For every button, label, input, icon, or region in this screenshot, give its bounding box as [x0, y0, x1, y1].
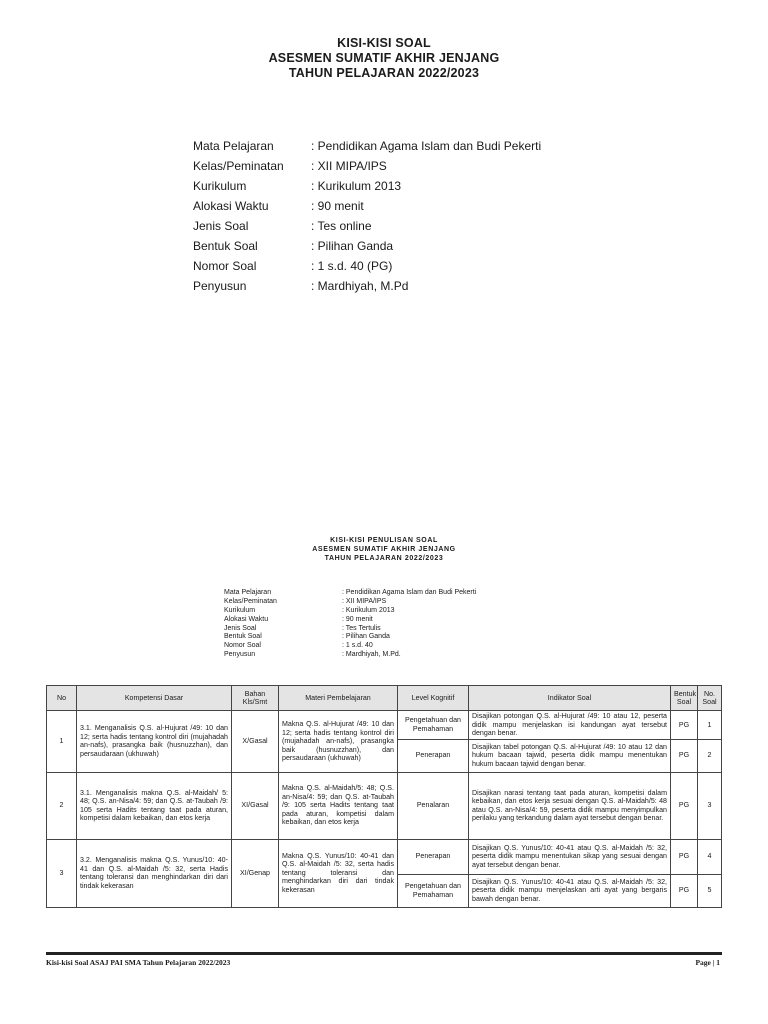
cell-indikator: Disajikan Q.S. Yunus/10: 40-41 atau Q.S. al-Maidah /5: 32, peserta didik mampu menjelaskan arti ayat yang bergaris bawah dengan benar.: [469, 874, 671, 907]
meta-label: Jenis Soal: [193, 219, 249, 233]
cell-no: 2: [47, 772, 77, 839]
cell-bentuk: PG: [671, 739, 698, 772]
meta-row: [193, 176, 541, 196]
meta-row: [224, 615, 476, 624]
cell-no-soal: 3: [698, 772, 722, 839]
cell-indikator: Disajikan narasi tentang taat pada aturan, kompetisi dalam kebaikan, dan etos kerja sesuai dengan Q.S. al-Maidah/5: 48 atau Q.S. an-Nisa/4: 59, peserta didik mampu menyimpulkan perilaku yang terkandung dalam ayat tersebut dengan benar.: [469, 772, 671, 839]
cell-level: Pengetahuan dan Pemahaman: [398, 711, 469, 740]
section-title-line-2: ASESMEN SUMATIF AKHIR JENJANG: [312, 546, 456, 553]
meta-label: Penyusun: [224, 651, 256, 659]
meta-row: [224, 632, 476, 641]
cell-bentuk: PG: [671, 711, 698, 740]
title-line-1: KISI-KISI SOAL: [337, 36, 431, 50]
table-row: [47, 772, 722, 839]
cell-bahan: XI/Genap: [232, 839, 279, 907]
header-no-soal: No. Soal: [698, 686, 722, 711]
table-header-row: [47, 686, 722, 711]
cell-indikator: Disajikan tabel potongan Q.S. al-Hujurat /49: 10 atau 12 dan hukum bacaan tajwid, peserta didik mampu menentukan hukum bacaan tajwid dengan benar.: [469, 739, 671, 772]
cell-level: Penerapan: [398, 739, 469, 772]
meta-value: : Tes online: [311, 219, 372, 233]
meta-row: [193, 236, 541, 256]
table-row: [47, 839, 722, 874]
cell-level: Penerapan: [398, 839, 469, 874]
meta-value: : 90 menit: [311, 199, 364, 213]
meta-label: Kurikulum: [224, 606, 256, 614]
table-row: [47, 711, 722, 740]
cell-no: 3: [47, 839, 77, 907]
meta-label: Alokasi Waktu: [224, 615, 269, 623]
meta-row: [224, 650, 476, 659]
cell-kompetensi-dasar: 3.2. Menganalisis makna Q.S. Yunus/10: 40-41 dan Q.S. al-Maidah /5: 32, serta Hadis tentang toleransi dan menghindarkan diri dari tindak kekerasan: [77, 839, 232, 907]
header-indikator: Indikator Soal: [469, 686, 671, 711]
meta-row: [224, 624, 476, 633]
meta-value: : Kurikulum 2013: [311, 179, 402, 193]
document-title: [0, 36, 768, 81]
cell-indikator: Disajikan Q.S. Yunus/10: 40-41 atau Q.S. al-Maidah /5: 32, peserta didik mampu menentukan sikap yang sesuai dengan ayat tersebut dengan benar.: [469, 839, 671, 874]
footer-divider: [46, 952, 722, 955]
meta-row: [193, 196, 541, 216]
title-line-2: ASESMEN SUMATIF AKHIR JENJANG: [268, 51, 500, 65]
meta-row: [193, 136, 541, 156]
footer-document-name: Kisi-kisi Soal ASAJ PAI SMA Tahun Pelajaran 2022/2023: [46, 958, 231, 967]
cell-level: Penalaran: [398, 772, 469, 839]
meta-label: Nomor Soal: [193, 259, 257, 273]
meta-row: [193, 276, 541, 296]
header-bahan: Bahan Kls/Smt: [232, 686, 279, 711]
cell-no: 1: [47, 711, 77, 773]
meta-row: [224, 641, 476, 650]
meta-row: [193, 216, 541, 236]
cell-indikator: Disajikan potongan Q.S. al-Hujurat /49: 10 atau 12, peserta didik mampu menjelaskan isi kandungan ayat tersebut dengan benar.: [469, 711, 671, 740]
cell-level: Pengetahuan dan Pemahaman: [398, 874, 469, 907]
meta-row: [193, 256, 541, 276]
identity-block: [193, 136, 541, 296]
meta-row: [224, 588, 476, 597]
title-line-3: TAHUN PELAJARAN 2022/2023: [288, 66, 480, 80]
meta-label: Kurikulum: [193, 179, 247, 193]
section-title: [0, 536, 768, 563]
cell-materi: Makna Q.S. Yunus/10: 40-41 dan Q.S. al-Maidah /5: 32, serta hadis tentang toleransi dan menghindarkan diri dari tindak kekerasan: [279, 839, 398, 907]
meta-value: : Kurikulum 2013: [342, 606, 395, 614]
identity-block-small: [224, 588, 476, 659]
cell-bentuk: PG: [671, 772, 698, 839]
section-title-line-3: TAHUN PELAJARAN 2022/2023: [324, 555, 444, 562]
cell-bentuk: PG: [671, 839, 698, 874]
section-title-line-1: KISI-KISI PENULISAN SOAL: [330, 537, 438, 544]
header-kompetensi-dasar: Kompetensi Dasar: [77, 686, 232, 711]
cell-bahan: XI/Gasal: [232, 772, 279, 839]
meta-label: Bentuk Soal: [193, 239, 258, 253]
cell-bahan: X/Gasal: [232, 711, 279, 773]
meta-value: : Pilihan Ganda: [342, 633, 390, 641]
meta-label: Kelas/Peminatan: [224, 597, 277, 605]
meta-label: Jenis Soal: [224, 624, 257, 632]
meta-value: : Pilihan Ganda: [311, 239, 394, 253]
cell-no-soal: 5: [698, 874, 722, 907]
meta-row: [193, 156, 541, 176]
meta-label: Mata Pelajaran: [193, 139, 274, 153]
meta-label: Penyusun: [193, 279, 247, 293]
cell-kompetensi-dasar: 3.1. Menganalisis Q.S. al-Hujurat /49: 10 dan 12; serta hadis tentang kontrol diri (mujahadah an-nafs), prasangka baik (husnuzzhan), dan persaudaraan (ukhuwah): [77, 711, 232, 773]
header-no: No: [47, 686, 77, 711]
meta-label: Kelas/Peminatan: [193, 159, 284, 173]
header-level: Level Kognitif: [398, 686, 469, 711]
cell-materi: Makna Q.S. al-Hujurat /49: 10 dan 12; serta hadis tentang kontrol diri (mujahadah an-nafs), prasangka baik (husnuzzhan), dan persaudaraan (ukhuwah): [279, 711, 398, 773]
header-bentuk: Bentuk Soal: [671, 686, 698, 711]
meta-value: : XII MIPA/IPS: [311, 159, 387, 173]
meta-label: Nomor Soal: [224, 642, 261, 650]
cell-no-soal: 4: [698, 839, 722, 874]
cell-bentuk: PG: [671, 874, 698, 907]
cell-kompetensi-dasar: 3.1. Menganalisis makna Q.S. al-Maidah/ 5: 48; Q.S. an-Nisa/4: 59; dan Q.S. at-Taubah /9: 105 serta Hadits tentang taat pada aturan, kompetisi dalam kebaikan, dan etos kerja: [77, 772, 232, 839]
meta-label: Bentuk Soal: [224, 633, 262, 641]
meta-row: [224, 606, 476, 615]
meta-value: : Mardhiyah, M.Pd.: [342, 651, 401, 659]
meta-value: : Tes Tertulis: [342, 624, 381, 632]
meta-value: : XII MIPA/IPS: [342, 597, 387, 605]
meta-value: : Pendidikan Agama Islam dan Budi Pekerti: [342, 588, 477, 596]
kisi-kisi-table: [46, 685, 722, 908]
meta-label: Mata Pelajaran: [224, 588, 272, 596]
cell-no-soal: 1: [698, 711, 722, 740]
header-materi: Materi Pembelajaran: [279, 686, 398, 711]
cell-materi: Makna Q.S. al-Maidah/5: 48; Q.S. an-Nisa/4: 59; dan Q.S. at-Taubah /9: 105 serta Hadits tentang taat pada aturan, kompetisi dalam kebaikan, dan etos kerja: [279, 772, 398, 839]
meta-row: [224, 597, 476, 606]
meta-value: : 90 menit: [342, 615, 373, 623]
meta-value: : Mardhiyah, M.Pd: [311, 279, 409, 293]
footer-page-number: Page | 1: [695, 958, 720, 967]
meta-value: : 1 s.d. 40: [342, 642, 373, 650]
meta-label: Alokasi Waktu: [193, 199, 269, 213]
meta-value: : 1 s.d. 40 (PG): [311, 259, 393, 273]
meta-value: : Pendidikan Agama Islam dan Budi Pekerti: [311, 139, 542, 153]
cell-no-soal: 2: [698, 739, 722, 772]
